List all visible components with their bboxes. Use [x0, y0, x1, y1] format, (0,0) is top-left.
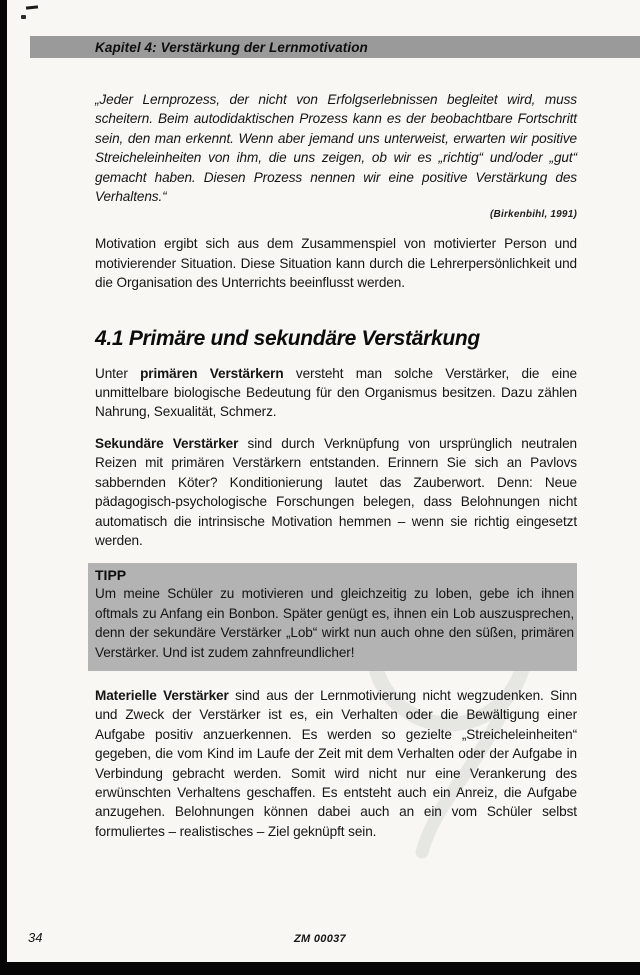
paragraph-text: Unter: [95, 365, 141, 381]
paragraph-sekundaere-verstaerker: [95, 434, 577, 550]
paragraph-text: versteht man solche Verstärker, die eine unmittelbare biologische Bedeutung für den Organismus besitzen. Dazu zählen Nahrung, Sexualität, Schmerz.: [95, 365, 577, 420]
bold-term-sekundaere-verstaerker: Sekundäre Verstärker: [95, 435, 239, 451]
scan-edge-left: [0, 0, 7, 975]
paragraph-materielle-verstaerker: [95, 686, 577, 841]
bold-term-primaere-verstaerker: primären Verstärkern: [140, 365, 284, 381]
chapter-header-title: Kapitel 4: Verstärkung der Lernmotivation: [95, 39, 368, 55]
intro-paragraph: Motivation ergibt sich aus dem Zusammenspiel von motivierter Person und motivierender Situation. Diese Situation kann durch die Lehrerpersönlichkeit und die Organisation des Unterrichts beeinflusst werden.: [95, 236, 577, 291]
paragraph-text: sind aus der Lernmotivierung nicht wegzudenken. Sinn und Zweck der Verstärker ist es, ein Verhalten oder die Bewältigung einer Aufgabe positiv anzuerkennen. Es werden so gezielte „Streicheleinheiten“ gegeben, die vom Kind im Laufe der Zeit mit dem Verhalten oder der Aufgabe in Verbindung gebracht werden. Somit wird nicht nur eine Verankerung des erwünschten Verhaltens geschaffen. Es entsteht auch ein Anreiz, die Aufgabe anzugehen. Belohnungen können dabei auch an ein vom Schüler selbst formuliertes – realistisches – Ziel geknüpft sein.: [95, 687, 577, 839]
quote-attribution: (Birkenbihl, 1991): [490, 209, 577, 221]
chapter-header-bar: [30, 36, 640, 58]
footer-page-number: 34: [28, 930, 43, 945]
scan-edge-bottom: [0, 962, 640, 975]
bold-term-materielle-verstaerker: Materielle Verstärker: [95, 687, 229, 703]
paragraph-primary-verstaerker: [95, 364, 577, 422]
paragraph-text: sind durch Verknüpfung von ursprünglich neutralen Reizen mit primären Verstärkern entstanden. Erinnern Sie sich an Pavlovs sabbernden Köter? Konditionierung lautet das Zauberwort. Denn: Neue pädagogisch-psychologische Forschungen belegen, dass Belohnungen nicht automatisch die intrinsische Motivation hemmen – wenn sie richtig eingesetzt werden.: [95, 435, 578, 548]
tipp-text: Um meine Schüler zu motivieren und gleichzeitig zu loben, gebe ich ihnen oftmals zu Anfang ein Bonbon. Später genügt es, ihnen ein Lob auszusprechen, denn der sekundäre Verstärker „Lob“ wirkt nun auch ohne den süßen, primären Verstärker. Und ist zudem zahnfreundlicher!: [95, 586, 574, 660]
corner-mark-small: [21, 15, 26, 19]
tipp-box: [88, 563, 577, 671]
tipp-label: TIPP: [95, 567, 127, 584]
footer-document-code: ZM 00037: [294, 933, 346, 945]
quote-paragraph: „Jeder Lernprozess, der nicht von Erfolgserlebnissen begleitet wird, muss scheitern. Beim autodidaktischen Prozess kann es der beobachtbare Fortschritt sein, den man erkennt. Wenn aber jemand uns unterweist, erwarten wir positive Streicheleinheiten von ihm, die uns zeigen, ob wir es „richtig“ und/oder „gut“ gemacht haben. Diesen Prozess nennen wir eine positive Verstärkung des Verhaltens.“: [95, 92, 577, 205]
page-content: [95, 90, 577, 841]
corner-mark: [26, 5, 38, 9]
section-heading: 4.1 Primäre und sekundäre Verstärkung: [95, 326, 480, 350]
